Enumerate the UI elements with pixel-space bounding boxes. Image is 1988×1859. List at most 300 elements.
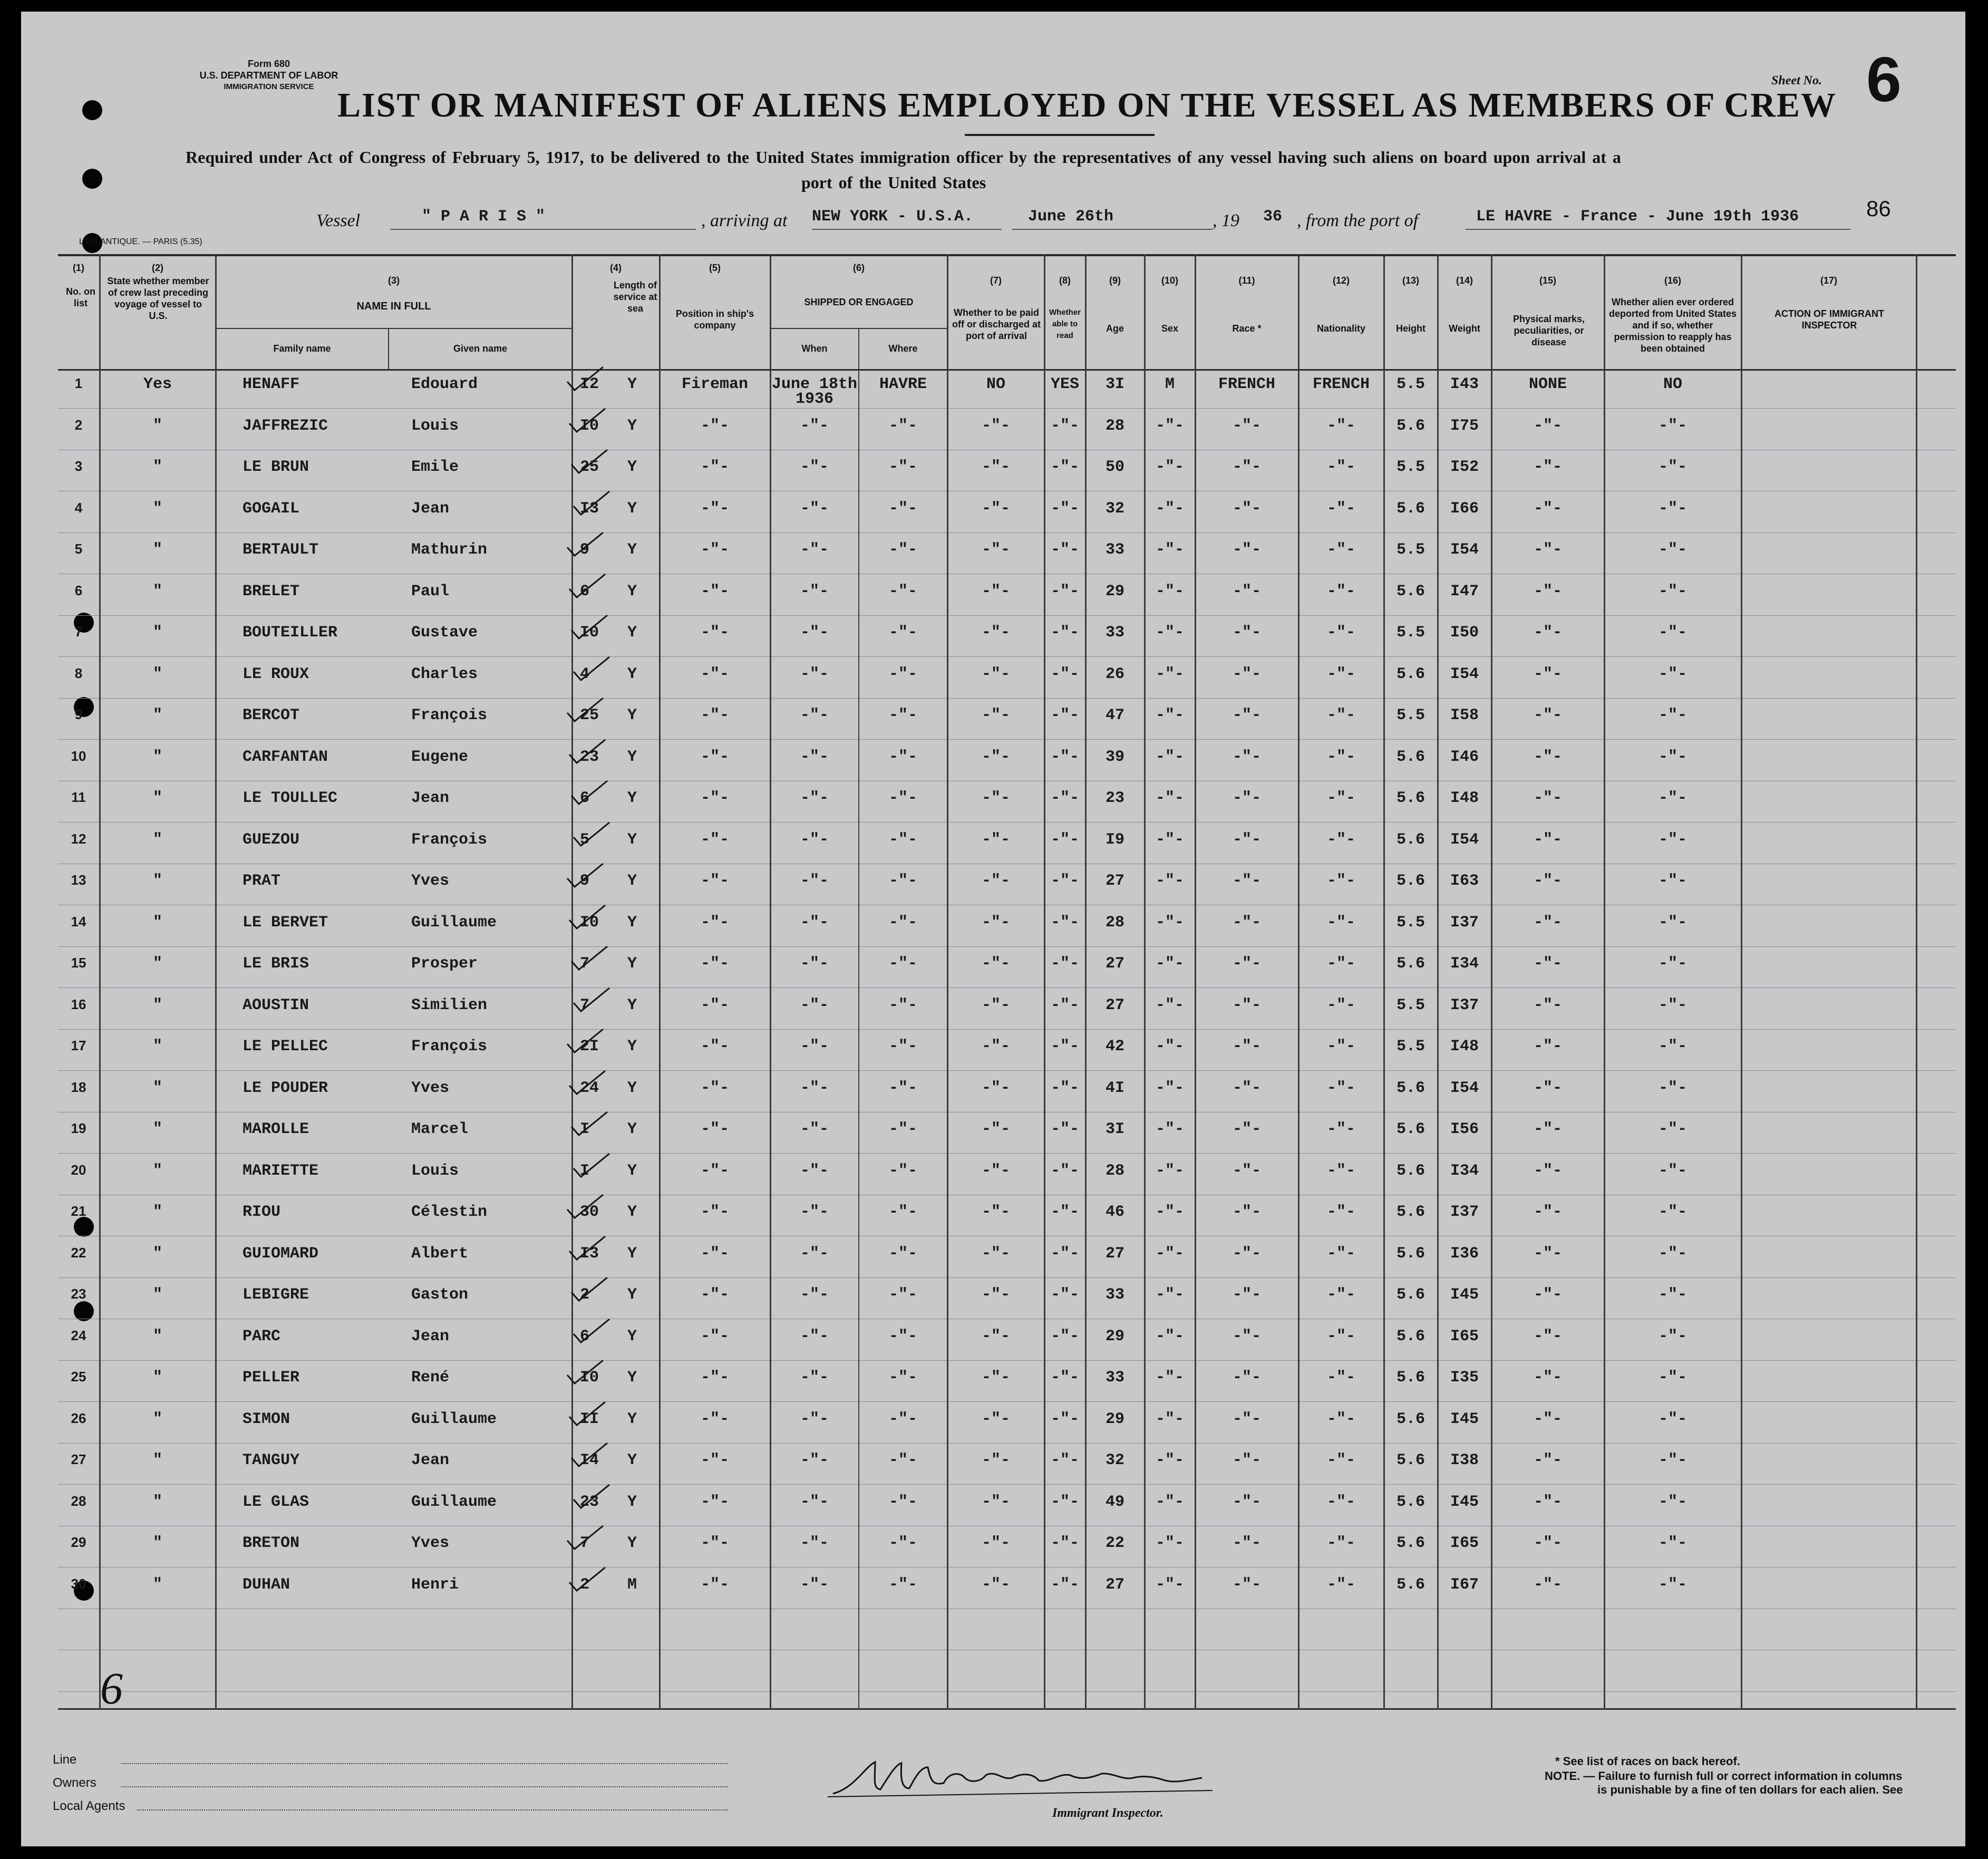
given-name: Jean: [411, 499, 450, 518]
nationality-ditto: -"-: [1326, 706, 1355, 724]
position-ditto: -"-: [700, 1493, 729, 1511]
given-name: Jean: [411, 789, 450, 807]
service-length: 7: [580, 996, 590, 1014]
able-to-read-ditto: -"-: [1050, 1369, 1079, 1387]
family-name: RIOU: [243, 1203, 281, 1221]
row-rule: [58, 698, 1956, 699]
service-unit: Y: [627, 458, 637, 476]
given-name: Prosper: [411, 955, 478, 973]
service-length: I: [580, 1120, 590, 1138]
check-mark-icon: [566, 405, 608, 437]
shipped-where-ditto: -"-: [888, 499, 917, 518]
position-ditto: -"-: [700, 624, 729, 642]
name-subdivider: [215, 328, 571, 329]
prev-voyage: ": [152, 1286, 162, 1304]
nationality-ditto: -"-: [1326, 913, 1355, 932]
race-ditto: -"-: [1232, 458, 1261, 476]
shipped-where-ditto: -"-: [888, 1575, 917, 1594]
shipped-where-ditto: -"-: [888, 1244, 917, 1263]
weight: I65: [1450, 1534, 1479, 1552]
year-prefix: , 19: [1213, 211, 1239, 230]
able-to-read-ditto: -"-: [1050, 1327, 1079, 1345]
punch-hole: [82, 100, 102, 120]
col17-header: ACTION OF IMMIGRANT INSPECTOR: [1774, 308, 1884, 331]
service-unit: Y: [627, 417, 637, 435]
able-to-read-ditto: -"-: [1050, 1286, 1079, 1304]
family-name: AOUSTIN: [243, 996, 309, 1014]
service-length: 2I: [580, 1038, 599, 1056]
nationality-ditto: -"-: [1326, 541, 1355, 559]
family-name: CARFANTAN: [243, 748, 328, 766]
check-mark-icon: [570, 1482, 613, 1513]
check-mark-icon: [564, 1192, 606, 1223]
deported-ditto: -"-: [1658, 1575, 1687, 1594]
when-header: When: [801, 343, 828, 354]
col13-header: Height: [1396, 323, 1425, 334]
height: 5.6: [1396, 1161, 1425, 1180]
row-number: 24: [71, 1327, 86, 1343]
shipped-where-ditto: -"-: [888, 748, 917, 766]
service-length: I4: [580, 1451, 599, 1469]
shipped-where-ditto: -"-: [888, 1534, 917, 1552]
nationality-ditto: -"-: [1326, 624, 1355, 642]
physical-marks-ditto: -"-: [1533, 706, 1562, 724]
race-ditto: -"-: [1232, 1038, 1261, 1056]
line-blank: [121, 1763, 728, 1764]
check-mark-icon: [564, 860, 606, 892]
height: 5.6: [1396, 1244, 1425, 1263]
nationality-ditto: -"-: [1326, 789, 1355, 807]
row-number: 18: [71, 1079, 86, 1095]
row-number: 10: [71, 748, 86, 764]
row-number: 27: [71, 1451, 86, 1467]
age: 47: [1105, 706, 1124, 724]
deported-ditto: -"-: [1658, 1203, 1687, 1221]
able-to-read-ditto: -"-: [1050, 1244, 1079, 1263]
col17-number: (17): [1820, 275, 1837, 286]
age: 32: [1105, 499, 1124, 518]
physical-marks-ditto: -"-: [1533, 1286, 1562, 1304]
sex: M: [1165, 375, 1175, 393]
from-label: , from the port of: [1297, 211, 1419, 230]
age: 27: [1105, 1575, 1124, 1594]
nationality-ditto: -"-: [1326, 417, 1355, 435]
family-name: BERTAULT: [243, 541, 319, 559]
prev-voyage: ": [152, 541, 162, 559]
col15-number: (15): [1539, 275, 1556, 286]
race-ditto: -"-: [1232, 1244, 1261, 1263]
race-note: * See list of races on back hereof.: [1555, 1755, 1740, 1768]
service-length: 6: [580, 582, 590, 601]
service-unit: Y: [627, 955, 637, 973]
margin-note: 6: [100, 1663, 123, 1713]
able-to-read-ditto: -"-: [1050, 1079, 1079, 1097]
position-ditto: -"-: [700, 1161, 729, 1180]
arriving-port: NEW YORK - U.S.A.: [812, 208, 974, 226]
service-unit: Y: [627, 1120, 637, 1138]
row-number: 22: [71, 1244, 86, 1261]
family-name: BERCOT: [243, 706, 300, 724]
shipped-where-ditto: -"-: [888, 541, 917, 559]
sex-ditto: -"-: [1155, 1410, 1184, 1428]
deported-ditto: -"-: [1658, 582, 1687, 601]
weight: I66: [1450, 499, 1479, 518]
service-unit: Y: [627, 1410, 637, 1428]
able-to-read-ditto: -"-: [1050, 1038, 1079, 1056]
service-length: 25: [580, 706, 599, 724]
weight: I45: [1450, 1410, 1479, 1428]
age: 49: [1105, 1493, 1124, 1511]
height: 5.6: [1396, 1286, 1425, 1304]
weight: I58: [1450, 706, 1479, 724]
row-number: 14: [71, 913, 86, 930]
paid-off-ditto: -"-: [981, 830, 1010, 849]
vessel-name: " P A R I S ": [422, 208, 546, 226]
shipped-when-ditto: -"-: [800, 748, 829, 766]
prev-voyage: ": [152, 1327, 162, 1345]
deported-ditto: -"-: [1658, 996, 1687, 1014]
weight: I48: [1450, 789, 1479, 807]
service-length: 7: [580, 1534, 590, 1552]
check-mark-icon: [570, 1316, 613, 1348]
arrival-year: 36: [1263, 208, 1283, 226]
weight: I75: [1450, 417, 1479, 435]
given-name: Guillaume: [411, 1493, 497, 1511]
prev-voyage: Yes: [143, 375, 172, 393]
paid-off-ditto: -"-: [981, 913, 1010, 932]
service-unit: Y: [627, 1534, 637, 1552]
shipped-when-ditto: -"-: [800, 706, 829, 724]
height: 5.6: [1396, 665, 1425, 683]
note-line-2: is punishable by a fine of ten dollars for each alien. See: [1597, 1783, 1903, 1796]
height: 5.6: [1396, 499, 1425, 518]
able-to-read-ditto: -"-: [1050, 872, 1079, 890]
physical-marks-ditto: -"-: [1533, 748, 1562, 766]
service-length: 2: [580, 1575, 590, 1594]
departure-blank: [1466, 229, 1850, 230]
manifest-sheet: [21, 12, 1965, 1846]
shipped-where-ditto: -"-: [888, 1327, 917, 1345]
deported-ditto: -"-: [1658, 830, 1687, 849]
service-unit: Y: [627, 624, 637, 642]
race-ditto: -"-: [1232, 1451, 1261, 1469]
col16-header: Whether alien ever ordered deported from United States and if so, whether permission to reapply has been obtained: [1608, 297, 1737, 354]
service-unit: Y: [627, 1369, 637, 1387]
shipped-where-ditto: -"-: [888, 913, 917, 932]
position-ditto: -"-: [700, 1079, 729, 1097]
able-to-read-ditto: -"-: [1050, 499, 1079, 518]
age: 28: [1105, 913, 1124, 932]
given-name: Edouard: [411, 375, 478, 393]
deported-ditto: -"-: [1658, 417, 1687, 435]
sex-ditto: -"-: [1155, 541, 1184, 559]
physical-marks-ditto: -"-: [1533, 1079, 1562, 1097]
col14-number: (14): [1456, 275, 1473, 286]
position-ditto: -"-: [700, 1120, 729, 1138]
given-name: René: [411, 1369, 450, 1387]
where-header: Where: [888, 343, 918, 354]
weight: I34: [1450, 1161, 1479, 1180]
weight: I37: [1450, 1203, 1479, 1221]
shipped-when-ditto: -"-: [800, 1575, 829, 1594]
sex-ditto: -"-: [1155, 1575, 1184, 1594]
able-to-read-ditto: -"-: [1050, 996, 1079, 1014]
shipped-where-ditto: -"-: [888, 458, 917, 476]
race-ditto: -"-: [1232, 665, 1261, 683]
shipped-when-ditto: -"-: [800, 1327, 829, 1345]
age: 33: [1105, 1286, 1124, 1304]
race-ditto: -"-: [1232, 1575, 1261, 1594]
sex-ditto: -"-: [1155, 872, 1184, 890]
race-ditto: -"-: [1232, 582, 1261, 601]
row-number: 2: [74, 417, 83, 433]
height: 5.6: [1396, 872, 1425, 890]
position-ditto: -"-: [700, 1203, 729, 1221]
sex-ditto: -"-: [1155, 665, 1184, 683]
height: 5.6: [1396, 789, 1425, 807]
col-line: [1916, 254, 1917, 1709]
col3-number: (3): [388, 275, 400, 286]
col-line: [1741, 254, 1742, 1709]
title-underline: [965, 134, 1155, 136]
position-ditto: -"-: [700, 582, 729, 601]
deported-ditto: -"-: [1658, 1161, 1687, 1180]
race-ditto: -"-: [1232, 541, 1261, 559]
nationality: FRENCH: [1312, 375, 1370, 393]
check-mark-icon: [570, 1150, 613, 1182]
nationality-ditto: -"-: [1326, 458, 1355, 476]
printer-imprint: L'ATLANTIQUE. — PARIS (5.35): [79, 237, 202, 246]
family-name: BRELET: [243, 582, 300, 601]
sex-ditto: -"-: [1155, 830, 1184, 849]
service-unit: Y: [627, 1327, 637, 1345]
sex-ditto: -"-: [1155, 1203, 1184, 1221]
height: 5.6: [1396, 1575, 1425, 1594]
row-number: 8: [74, 665, 83, 681]
position-ditto: -"-: [700, 1410, 729, 1428]
physical-marks-ditto: -"-: [1533, 955, 1562, 973]
sex-ditto: -"-: [1155, 458, 1184, 476]
prev-voyage: ": [152, 417, 162, 435]
service-length: 25: [580, 458, 599, 476]
page-title: LIST OR MANIFEST OF ALIENS EMPLOYED ON THE VESSEL AS MEMBERS OF CREW: [337, 86, 1837, 124]
family-name: LE PELLEC: [243, 1038, 328, 1056]
form-number: Form 680: [247, 59, 290, 69]
paid-off-ditto: -"-: [981, 1079, 1010, 1097]
shipped-when-ditto: -"-: [800, 458, 829, 476]
col4-header: Length of service at sea: [613, 280, 657, 314]
weight: I54: [1450, 1079, 1479, 1097]
race-ditto: -"-: [1232, 955, 1261, 973]
col12-number: (12): [1332, 275, 1350, 286]
able-to-read-ditto: -"-: [1050, 1161, 1079, 1180]
height: 5.5: [1396, 913, 1425, 932]
shipped-when-ditto: -"-: [800, 1369, 829, 1387]
nationality-ditto: -"-: [1326, 1451, 1355, 1469]
service-length: I2: [580, 375, 599, 393]
paid-off-ditto: -"-: [981, 624, 1010, 642]
shipped-when-ditto: -"-: [800, 996, 829, 1014]
paid-off-ditto: -"-: [981, 1575, 1010, 1594]
nationality-ditto: -"-: [1326, 1120, 1355, 1138]
check-mark-icon: [564, 1357, 606, 1389]
able-to-read-ditto: -"-: [1050, 1203, 1079, 1221]
row-number: 4: [74, 499, 83, 516]
shipped-when-ditto: -"-: [800, 1534, 829, 1552]
physical-marks-ditto: -"-: [1533, 1244, 1562, 1263]
age: 28: [1105, 417, 1124, 435]
weight: I46: [1450, 748, 1479, 766]
position-ditto: -"-: [700, 1038, 729, 1056]
shipped-where-ditto: -"-: [888, 1451, 917, 1469]
paid-off-ditto: -"-: [981, 996, 1010, 1014]
prev-voyage: ": [152, 624, 162, 642]
punch-hole: [82, 169, 102, 189]
service-unit: Y: [627, 996, 637, 1014]
paid-off-ditto: -"-: [981, 872, 1010, 890]
deported-ditto: -"-: [1658, 1244, 1687, 1263]
prev-voyage: ": [152, 996, 162, 1014]
race: FRENCH: [1218, 375, 1276, 393]
paid-off-ditto: -"-: [981, 1038, 1010, 1056]
race-ditto: -"-: [1232, 417, 1261, 435]
shipped-when-ditto: -"-: [800, 872, 829, 890]
position-ditto: -"-: [700, 1369, 729, 1387]
shipped-when-ditto: -"-: [800, 499, 829, 518]
position-ditto: -"-: [700, 996, 729, 1014]
service-unit: Y: [627, 1493, 637, 1511]
handwritten-number: 86: [1866, 196, 1891, 221]
check-mark-icon: [570, 488, 613, 520]
nationality-ditto: -"-: [1326, 830, 1355, 849]
sex-ditto: -"-: [1155, 1120, 1184, 1138]
paid-off-ditto: -"-: [981, 1410, 1010, 1428]
age: 27: [1105, 996, 1124, 1014]
position-ditto: -"-: [700, 955, 729, 973]
date-blank: [1012, 229, 1213, 230]
check-mark-icon: [564, 1026, 606, 1058]
row-rule: [58, 1401, 1956, 1402]
prev-voyage: ": [152, 1534, 162, 1552]
nationality-ditto: -"-: [1326, 1244, 1355, 1263]
given-name: Eugene: [411, 748, 469, 766]
family-name: TANGUY: [243, 1451, 300, 1469]
physical-marks-ditto: -"-: [1533, 913, 1562, 932]
family-name: LE GLAS: [243, 1493, 309, 1511]
col10-header: Sex: [1161, 323, 1179, 334]
sex-ditto: -"-: [1155, 1369, 1184, 1387]
shipped-when-ditto: -"-: [800, 1120, 829, 1138]
shipped-where-ditto: -"-: [888, 1038, 917, 1056]
family-name: PRAT: [243, 872, 281, 890]
prev-voyage: ": [152, 665, 162, 683]
given-name: François: [411, 706, 488, 724]
arriving-label: , arriving at: [701, 211, 788, 230]
family-name: LEBIGRE: [243, 1286, 309, 1304]
shipped-where-ditto: -"-: [888, 624, 917, 642]
race-ditto: -"-: [1232, 1079, 1261, 1097]
col-line: [215, 254, 217, 1709]
prev-voyage: ": [152, 872, 162, 890]
weight: I34: [1450, 955, 1479, 973]
physical-marks-ditto: -"-: [1533, 789, 1562, 807]
service-unit: Y: [627, 1203, 637, 1221]
age: 3I: [1105, 375, 1124, 393]
age: 29: [1105, 1410, 1124, 1428]
able-to-read-ditto: -"-: [1050, 789, 1079, 807]
race-ditto: -"-: [1232, 1120, 1261, 1138]
age: 29: [1105, 1327, 1124, 1345]
sex-ditto: -"-: [1155, 1244, 1184, 1263]
row-number: 15: [71, 955, 86, 971]
service-unit: Y: [627, 665, 637, 683]
service-length: 5: [580, 830, 590, 849]
paid-off-ditto: -"-: [981, 665, 1010, 683]
sex-ditto: -"-: [1155, 1534, 1184, 1552]
physical-marks: NONE: [1528, 375, 1567, 393]
height: 5.5: [1396, 706, 1425, 724]
age: 42: [1105, 1038, 1124, 1056]
shipped-when-ditto: -"-: [800, 417, 829, 435]
service-unit: Y: [627, 582, 637, 601]
nationality-ditto: -"-: [1326, 1203, 1355, 1221]
service-unit: Y: [627, 830, 637, 849]
physical-marks-ditto: -"-: [1533, 624, 1562, 642]
family-name: GUEZOU: [243, 830, 300, 849]
height: 5.6: [1396, 1534, 1425, 1552]
service-length: 23: [580, 748, 599, 766]
weight: I36: [1450, 1244, 1479, 1263]
sheet-number: 6: [1866, 44, 1902, 115]
paid-off: NO: [986, 375, 1005, 393]
nationality-ditto: -"-: [1326, 996, 1355, 1014]
shipped-when-ditto: -"-: [800, 1410, 829, 1428]
race-ditto: -"-: [1232, 1410, 1261, 1428]
shipped-where-ditto: -"-: [888, 1493, 917, 1511]
shipped-where-ditto: -"-: [888, 417, 917, 435]
check-mark-icon: [570, 819, 613, 851]
sheet-label: Sheet No.: [1771, 74, 1822, 88]
paid-off-ditto: -"-: [981, 417, 1010, 435]
able-to-read-ditto: -"-: [1050, 624, 1079, 642]
prev-voyage: ": [152, 1203, 162, 1221]
row-rule: [58, 1277, 1956, 1278]
row-number: 29: [71, 1534, 86, 1550]
arriving-blank: [812, 229, 1002, 230]
race-ditto: -"-: [1232, 1286, 1261, 1304]
given-name: Marcel: [411, 1120, 469, 1138]
col13-number: (13): [1402, 275, 1419, 286]
able-to-read-ditto: -"-: [1050, 706, 1079, 724]
col7-number: (7): [990, 275, 1002, 286]
race-ditto: -"-: [1232, 872, 1261, 890]
paid-off-ditto: -"-: [981, 1286, 1010, 1304]
shipped-when-year: 1936: [795, 390, 833, 408]
check-mark-icon: [568, 1440, 610, 1471]
family-name: JAFFREZIC: [243, 417, 328, 435]
age: 33: [1105, 624, 1124, 642]
given-name: Guillaume: [411, 913, 497, 932]
position-ditto: -"-: [700, 1327, 729, 1345]
service-length: 9: [580, 872, 590, 890]
shipped-when-ditto: -"-: [800, 830, 829, 849]
shipped-when-ditto: -"-: [800, 541, 829, 559]
col16-number: (16): [1664, 275, 1681, 286]
age: 28: [1105, 1161, 1124, 1180]
subtitle-line-2: port of the United States: [801, 173, 986, 192]
able-to-read-ditto: -"-: [1050, 458, 1079, 476]
nationality-ditto: -"-: [1326, 955, 1355, 973]
